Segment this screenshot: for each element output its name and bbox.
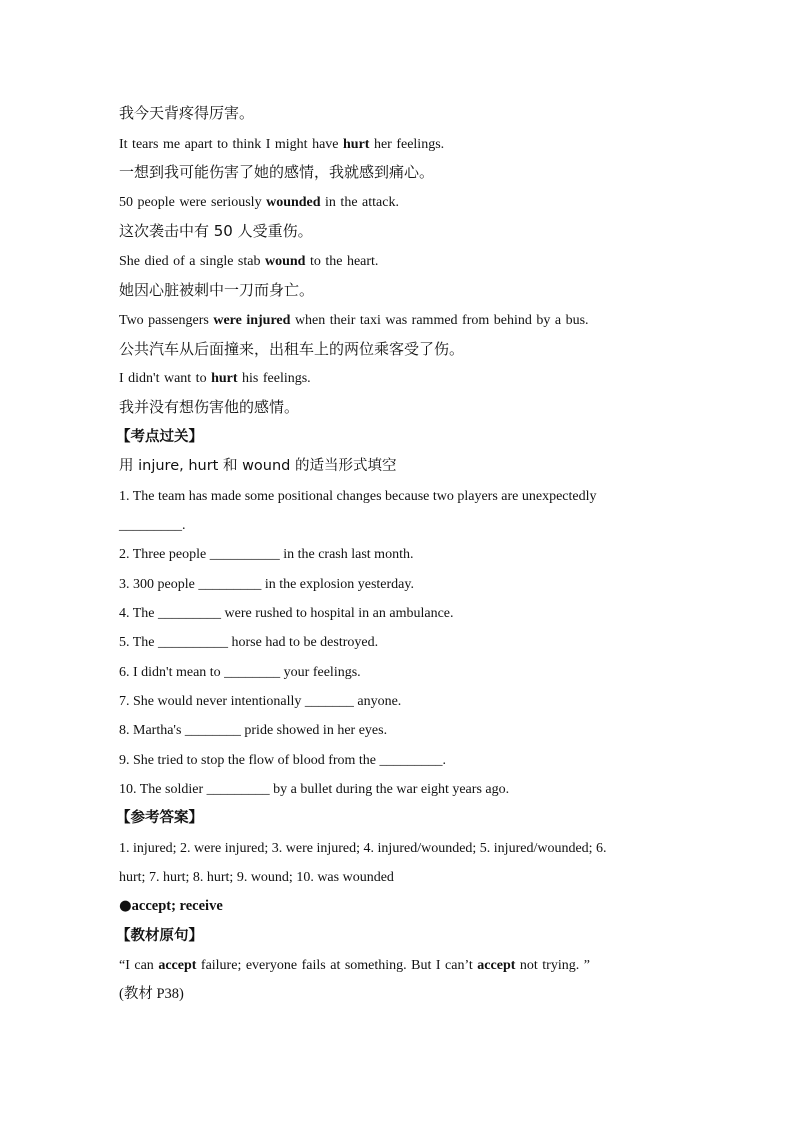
- keyword-accept-2: accept: [477, 958, 516, 973]
- practice-item-4: 4. The _________ were rushed to hospital in an ambulance.: [119, 606, 454, 621]
- practice-item-2: 2. Three people __________ in the crash last month.: [119, 547, 414, 562]
- practice-item-10: 10. The soldier _________ by a bullet during the war eight years ago.: [119, 782, 510, 797]
- textbook-quote: “I can accept failure; everyone fails at something. But I can’t accept not trying. ”: [119, 958, 590, 973]
- practice-item-6: 6. I didn't mean to ________ your feelings.: [119, 665, 361, 680]
- textbook-sentence-header: 【教材原句】: [116, 928, 203, 944]
- keyword-wound: wound: [264, 254, 306, 269]
- bullet-icon: ●: [119, 898, 132, 914]
- practice-item-8: 8. Martha's ________ pride showed in her eyes.: [119, 723, 388, 738]
- practice-item-9: 9. She tried to stop the flow of blood from the _________.: [119, 753, 447, 768]
- practice-item-1: 1. The team has made some positional changes because two players are unexpectedly: [119, 489, 597, 504]
- practice-header: 【考点过关】: [116, 429, 203, 445]
- example-zh-wounded-attack: 这次袭击中有 50 人受重伤。: [119, 222, 313, 240]
- practice-instruction: 用 injure, hurt 和 wound 的适当形式填空: [119, 458, 397, 474]
- example-en-hurt-feelings: It tears me apart to think I might have hurt her feelings.: [119, 137, 445, 152]
- keyword-wounded: wounded: [266, 195, 321, 210]
- example-zh-hurt-feelings: 一想到我可能伤害了她的感情，我就感到痛心。: [119, 163, 435, 181]
- textbook-source: (教材 P38): [119, 986, 184, 1002]
- practice-item-3: 3. 300 people _________ in the explosion yesterday.: [119, 577, 414, 592]
- practice-item-5: 5. The __________ horse had to be destroyed.: [119, 635, 379, 650]
- answers-header: 【参考答案】: [116, 810, 203, 826]
- example-zh-hurt-his-feelings: 我并没有想伤害他的感情。: [119, 398, 300, 416]
- example-en-were-injured: Two passengers were injured when their taxi was rammed from behind by a bus.: [119, 313, 589, 328]
- example-en-stab-wound: She died of a single stab wound to the heart.: [119, 254, 379, 269]
- example-zh-stab-wound: 她因心脏被刺中一刀而身亡。: [119, 281, 315, 299]
- answers-line-1: 1. injured; 2. were injured; 3. were injured; 4. injured/wounded; 5. injured/wounded; 6.: [119, 841, 607, 856]
- example-en-wounded-attack: 50 people were seriously wounded in the attack.: [119, 195, 399, 210]
- example-zh-back-pain: 我今天背疼得厉害。: [119, 104, 255, 122]
- keyword-were-injured: were injured: [213, 313, 291, 328]
- section-title: ●accept; receive: [119, 898, 223, 914]
- answers-line-2: hurt; 7. hurt; 8. hurt; 9. wound; 10. was wounded: [119, 870, 394, 885]
- keyword-accept: accept: [158, 958, 197, 973]
- keyword-hurt-2: hurt: [211, 371, 238, 386]
- practice-item-7: 7. She would never intentionally _______ anyone.: [119, 694, 402, 709]
- example-zh-were-injured: 公共汽车从后面撞来，出租车上的两位乘客受了伤。: [119, 340, 465, 358]
- example-en-hurt-his-feelings: I didn't want to hurt his feelings.: [119, 371, 311, 386]
- keyword-hurt: hurt: [343, 137, 370, 152]
- practice-item-1-blank: _________.: [119, 518, 186, 533]
